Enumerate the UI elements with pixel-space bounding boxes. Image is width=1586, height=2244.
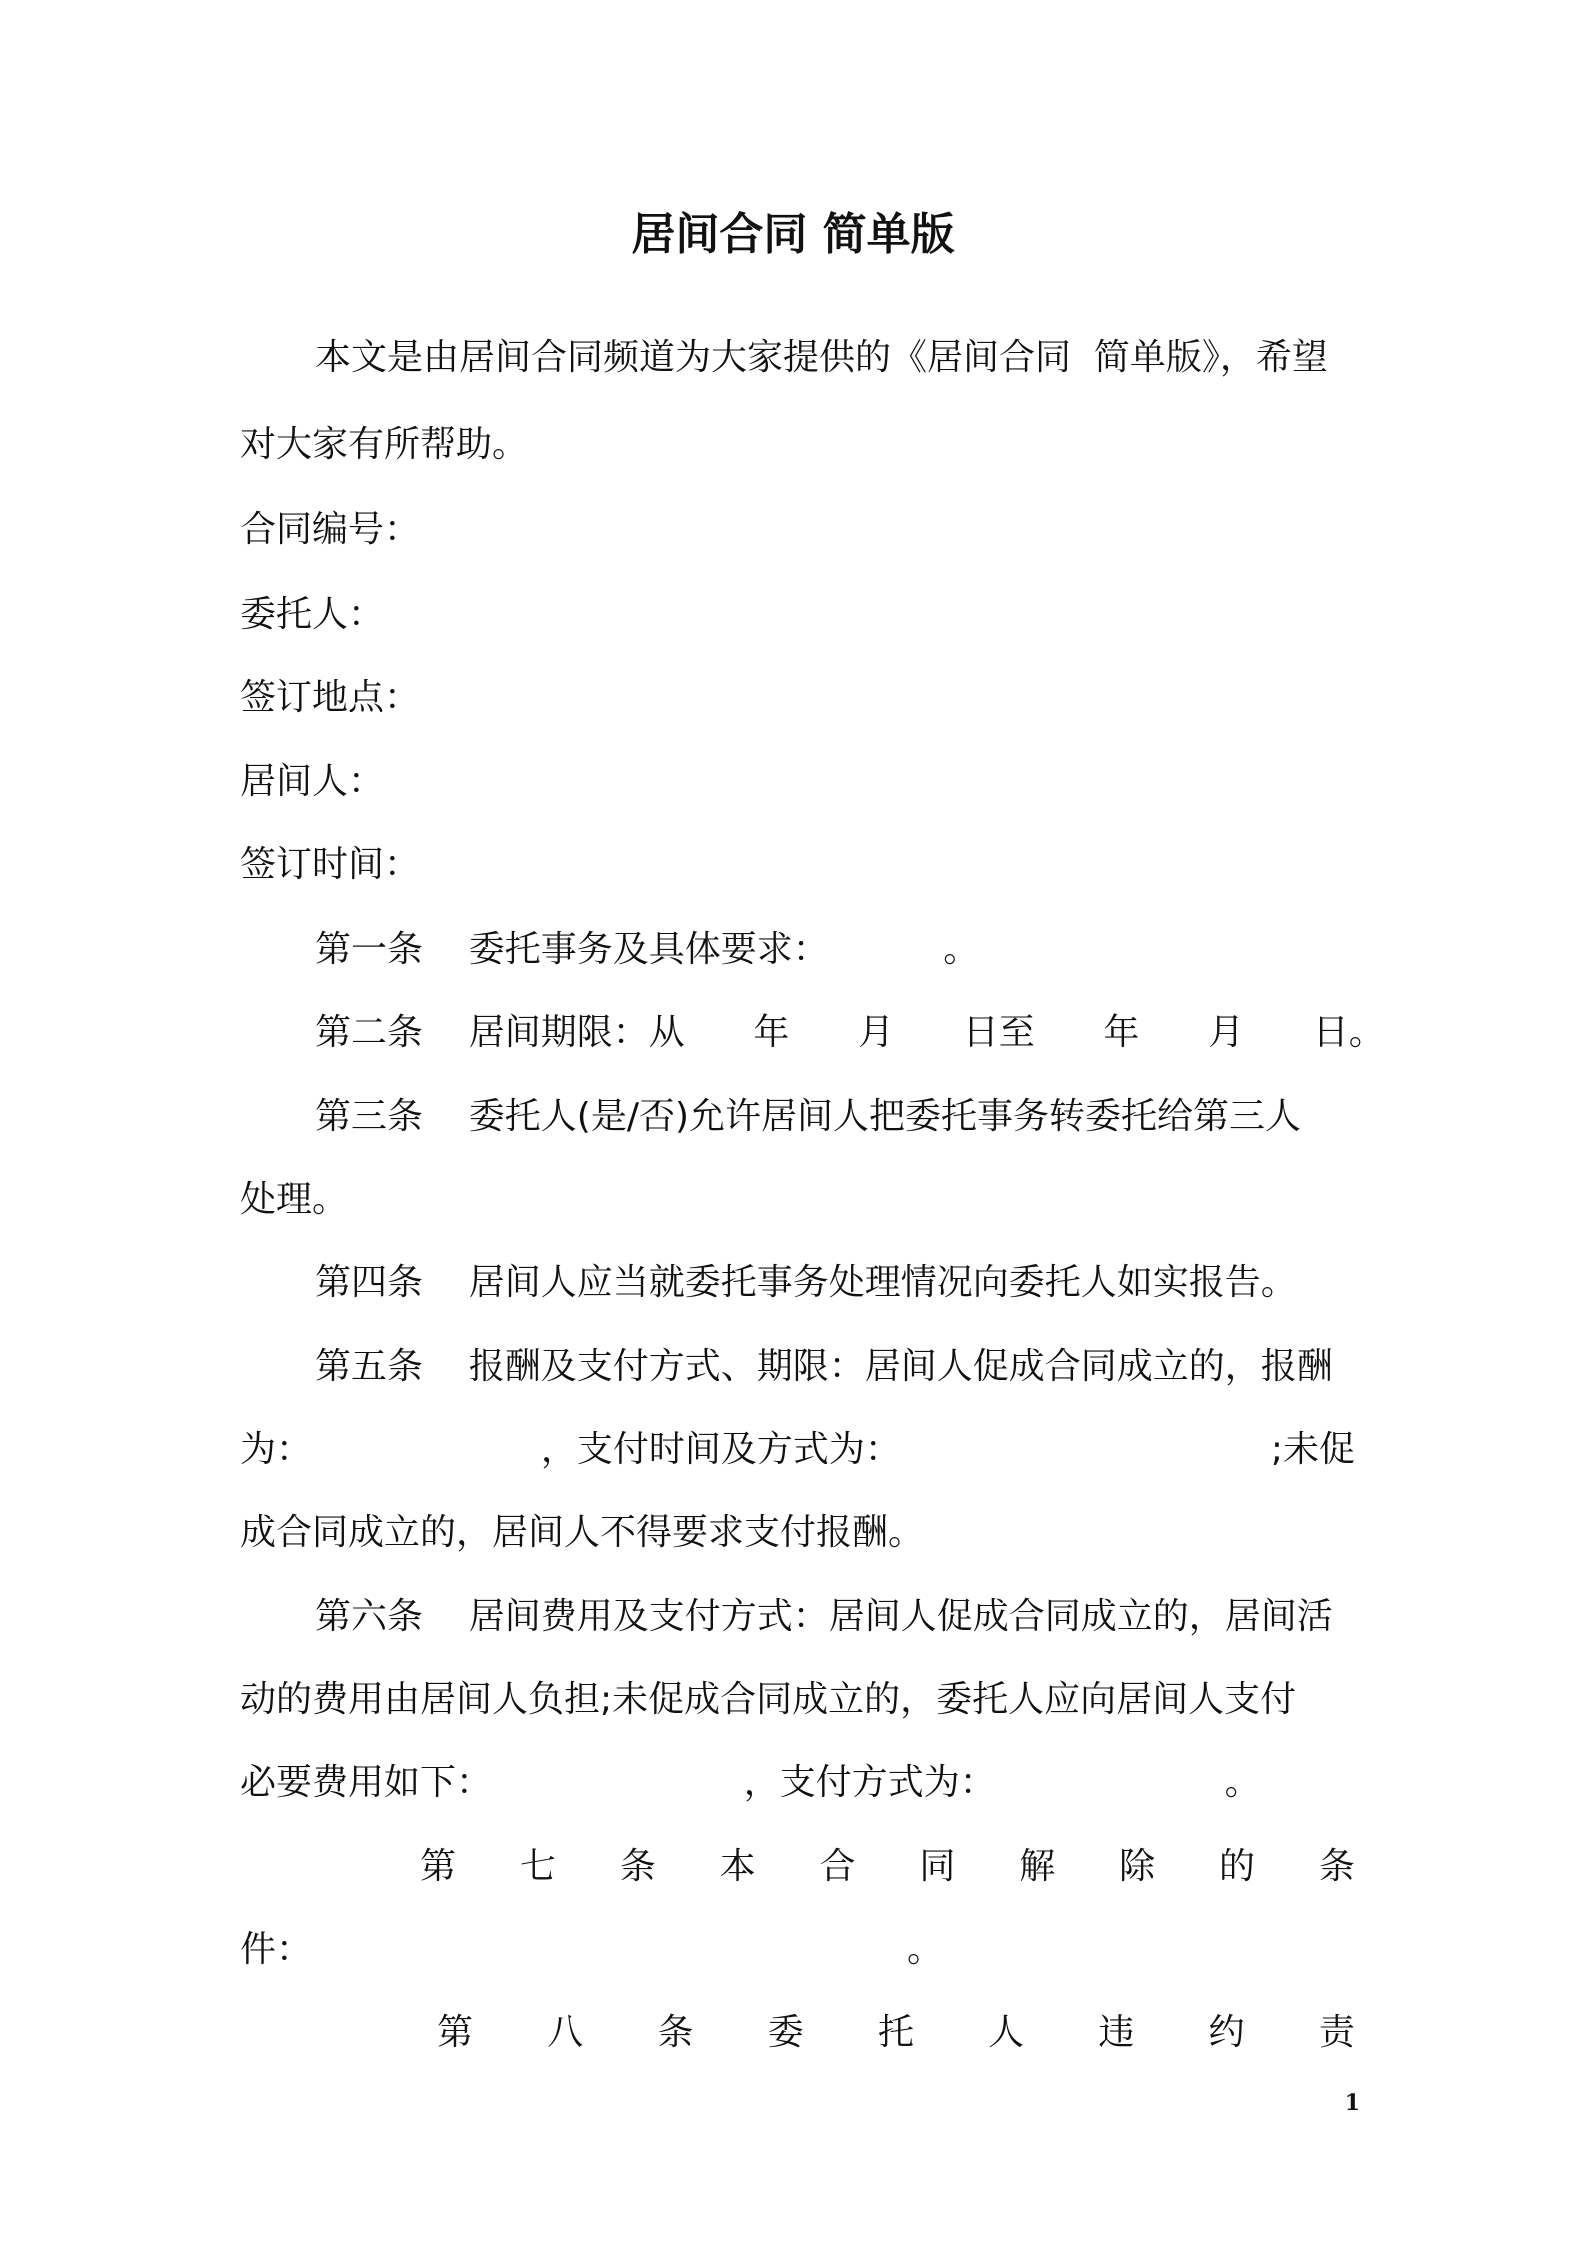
article-7-char: 本	[719, 1846, 756, 1887]
article-7-char: 条	[1318, 1846, 1355, 1887]
article-2: 第二条 居间期限：从 年 月 日至 年 月 日。	[315, 1012, 1385, 1053]
article-7-char: 解	[1019, 1846, 1056, 1887]
field-client: 委托人：	[240, 594, 385, 635]
article-7-char: 七	[519, 1846, 556, 1887]
article-7-line-2: 件： 。	[240, 1929, 944, 1970]
article-5-line-2-left: 为： ，支付时间及方式为：	[240, 1429, 901, 1470]
article-6-line-1: 第六条 居间费用及支付方式：居间人促成合同成立的，居间活	[315, 1596, 1333, 1637]
field-intermediary: 居间人：	[240, 761, 385, 802]
article-7-char: 第	[420, 1846, 457, 1887]
article-8-char: 托	[877, 2012, 914, 2053]
article-4: 第四条 居间人应当就委托事务处理情况向委托人如实报告。	[315, 1262, 1297, 1303]
article-8-char: 人	[988, 2012, 1025, 2053]
field-sign-place: 签订地点：	[240, 677, 421, 718]
intro-line-1: 本文是由居间合同频道为大家提供的《居间合同 简单版》，希望	[315, 337, 1328, 378]
article-5-line-1: 第五条 报酬及支付方式、期限：居间人促成合同成立的，报酬	[315, 1346, 1333, 1387]
article-5-line-3: 成合同成立的，居间人不得要求支付报酬。	[240, 1512, 925, 1553]
article-7-char: 合	[819, 1846, 856, 1887]
article-8-char: 条	[657, 2012, 694, 2053]
page-number: 1	[1344, 2090, 1360, 2116]
article-8-char: 第	[437, 2012, 474, 2053]
article-3-line-1: 第三条 委托人(是/否)允许居间人把委托事务转委托给第三人	[315, 1096, 1301, 1137]
field-sign-time: 签订时间：	[240, 844, 421, 885]
article-8-char: 责	[1318, 2012, 1355, 2053]
document-title: 居间合同 简单版	[631, 209, 955, 260]
article-8-line-1	[437, 2008, 1355, 2058]
article-7-char: 除	[1119, 1846, 1156, 1887]
field-contract-no: 合同编号：	[240, 509, 421, 550]
article-3-line-2: 处理。	[240, 1179, 349, 1220]
article-8-char: 八	[547, 2012, 584, 2053]
article-8-char: 违	[1098, 2012, 1135, 2053]
article-1: 第一条 委托事务及具体要求： 。	[315, 929, 980, 970]
intro-line-2: 对大家有所帮助。	[240, 424, 529, 465]
article-8-char: 委	[767, 2012, 804, 2053]
article-6-line-2: 动的费用由居间人负担;未促成合同成立的，委托人应向居间人支付	[240, 1679, 1297, 1720]
article-6-line-3: 必要费用如下： ，支付方式为： 。	[240, 1762, 1261, 1803]
article-7-char: 的	[1219, 1846, 1256, 1887]
article-7-char: 同	[919, 1846, 956, 1887]
article-5-line-2-right: ;未促	[1270, 1429, 1355, 1470]
article-7-char: 条	[619, 1846, 656, 1887]
article-5-line-2	[240, 1425, 1355, 1475]
article-8-char: 约	[1208, 2012, 1245, 2053]
article-7-line-1	[420, 1842, 1355, 1892]
